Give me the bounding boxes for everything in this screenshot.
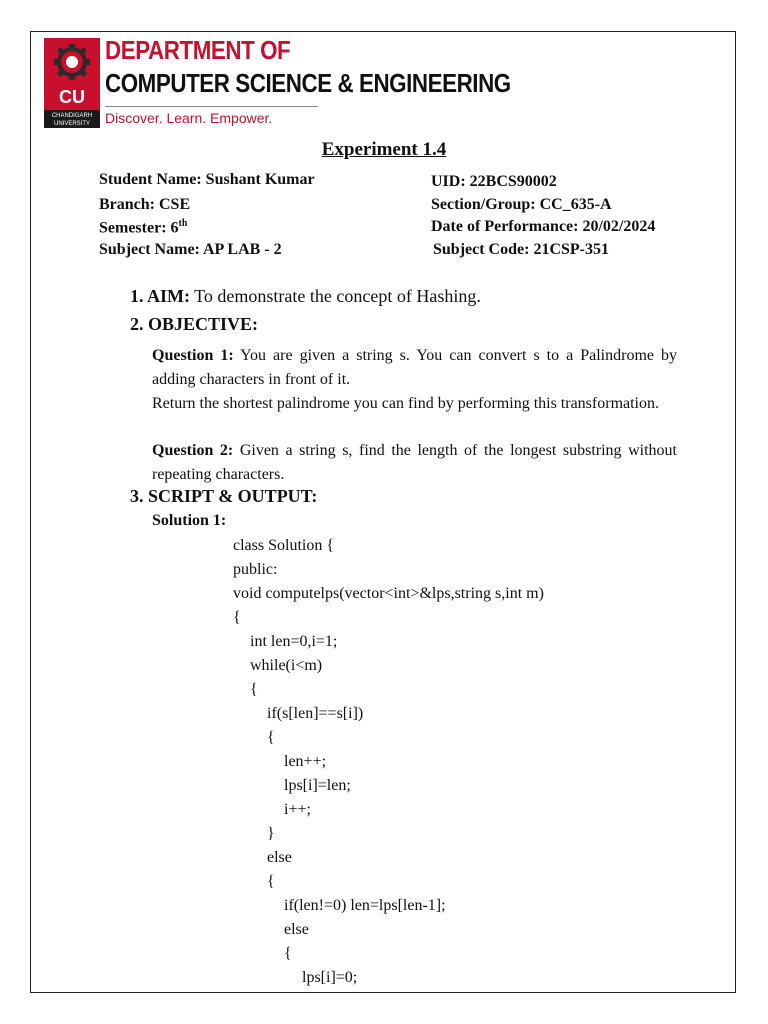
code-line: int len=0,i=1; [250, 633, 338, 650]
code-line: } [267, 825, 275, 842]
code-line: lps[i]=0; [302, 969, 358, 986]
code-line: { [267, 873, 275, 890]
semester-label: Semester: 6 [99, 219, 179, 237]
question-2-label: Question 2: [152, 442, 234, 459]
code-line: { [233, 609, 241, 626]
logo-sub-1: CHANDIGARH [51, 113, 93, 119]
code-line: void computelps(vector<int>&lps,string s,int m) [233, 585, 544, 602]
student-uid: UID: 22BCS90002 [431, 173, 557, 190]
question-2-paragraph [152, 439, 677, 486]
date-of-performance: Date of Performance: 20/02/2024 [431, 218, 656, 235]
question-1-text-2: Return the shortest palindrome you can find by performing this transformation. [152, 395, 659, 412]
code-line: public: [233, 561, 278, 578]
code-line: while(i<m) [250, 657, 323, 674]
code-line: { [284, 945, 292, 962]
question-1-label: Question 1: [152, 347, 234, 364]
student-semester [99, 218, 187, 237]
code-line: { [250, 681, 258, 698]
code-line: i++; [284, 801, 311, 818]
code-line: else [267, 849, 292, 866]
student-name: Student Name: Sushant Kumar [99, 171, 315, 188]
subject-name: Subject Name: AP LAB - 2 [99, 241, 282, 258]
student-branch: Branch: CSE [99, 196, 191, 213]
gear-emblem-icon [54, 44, 90, 80]
university-tagline: Discover. Learn. Empower. [105, 110, 273, 126]
university-logo [44, 38, 100, 128]
semester-superscript: th [178, 218, 188, 229]
question-1-return-paragraph [152, 392, 677, 416]
script-output-heading [130, 486, 317, 507]
department-title-line2: COMPUTER SCIENCE & ENGINEERING [105, 68, 511, 98]
code-line: len++; [284, 753, 327, 770]
question-1-text: You are given a string s. You can convert s to a Palindrome by adding characters in front of it. [152, 347, 678, 388]
objective-heading [130, 314, 258, 335]
question-1-paragraph [152, 344, 677, 391]
student-section: Section/Group: CC_635-A [431, 196, 612, 213]
logo-cu-text: CU [59, 87, 85, 107]
experiment-title [0, 139, 768, 161]
code-line: if(len!=0) len=lps[len-1]; [284, 897, 446, 914]
department-title-line1: DEPARTMENT OF [105, 35, 291, 65]
aim-section [130, 286, 481, 307]
code-line: { [267, 729, 275, 746]
code-line: if(s[len]==s[i]) [267, 705, 364, 722]
aim-text: To demonstrate the concept of Hashing. [190, 286, 481, 306]
subject-code: Subject Code: 21CSP-351 [433, 241, 609, 258]
objective-label: 2. OBJECTIVE: [130, 314, 259, 334]
header-divider [105, 106, 318, 107]
solution-1-label: Solution 1: [152, 512, 227, 529]
experiment-title-text: Experiment 1.4 [321, 139, 447, 160]
aim-label: 1. AIM: [130, 286, 190, 306]
code-line: class Solution { [233, 537, 335, 554]
code-line: else [284, 921, 309, 938]
code-line: lps[i]=len; [284, 777, 351, 794]
logo-sub-2: UNIVERSITY [53, 121, 91, 127]
question-2-text: Given a string s, find the length of the longest substring without repeating characters. [152, 442, 678, 483]
script-output-label: 3. SCRIPT & OUTPUT: [130, 486, 318, 506]
